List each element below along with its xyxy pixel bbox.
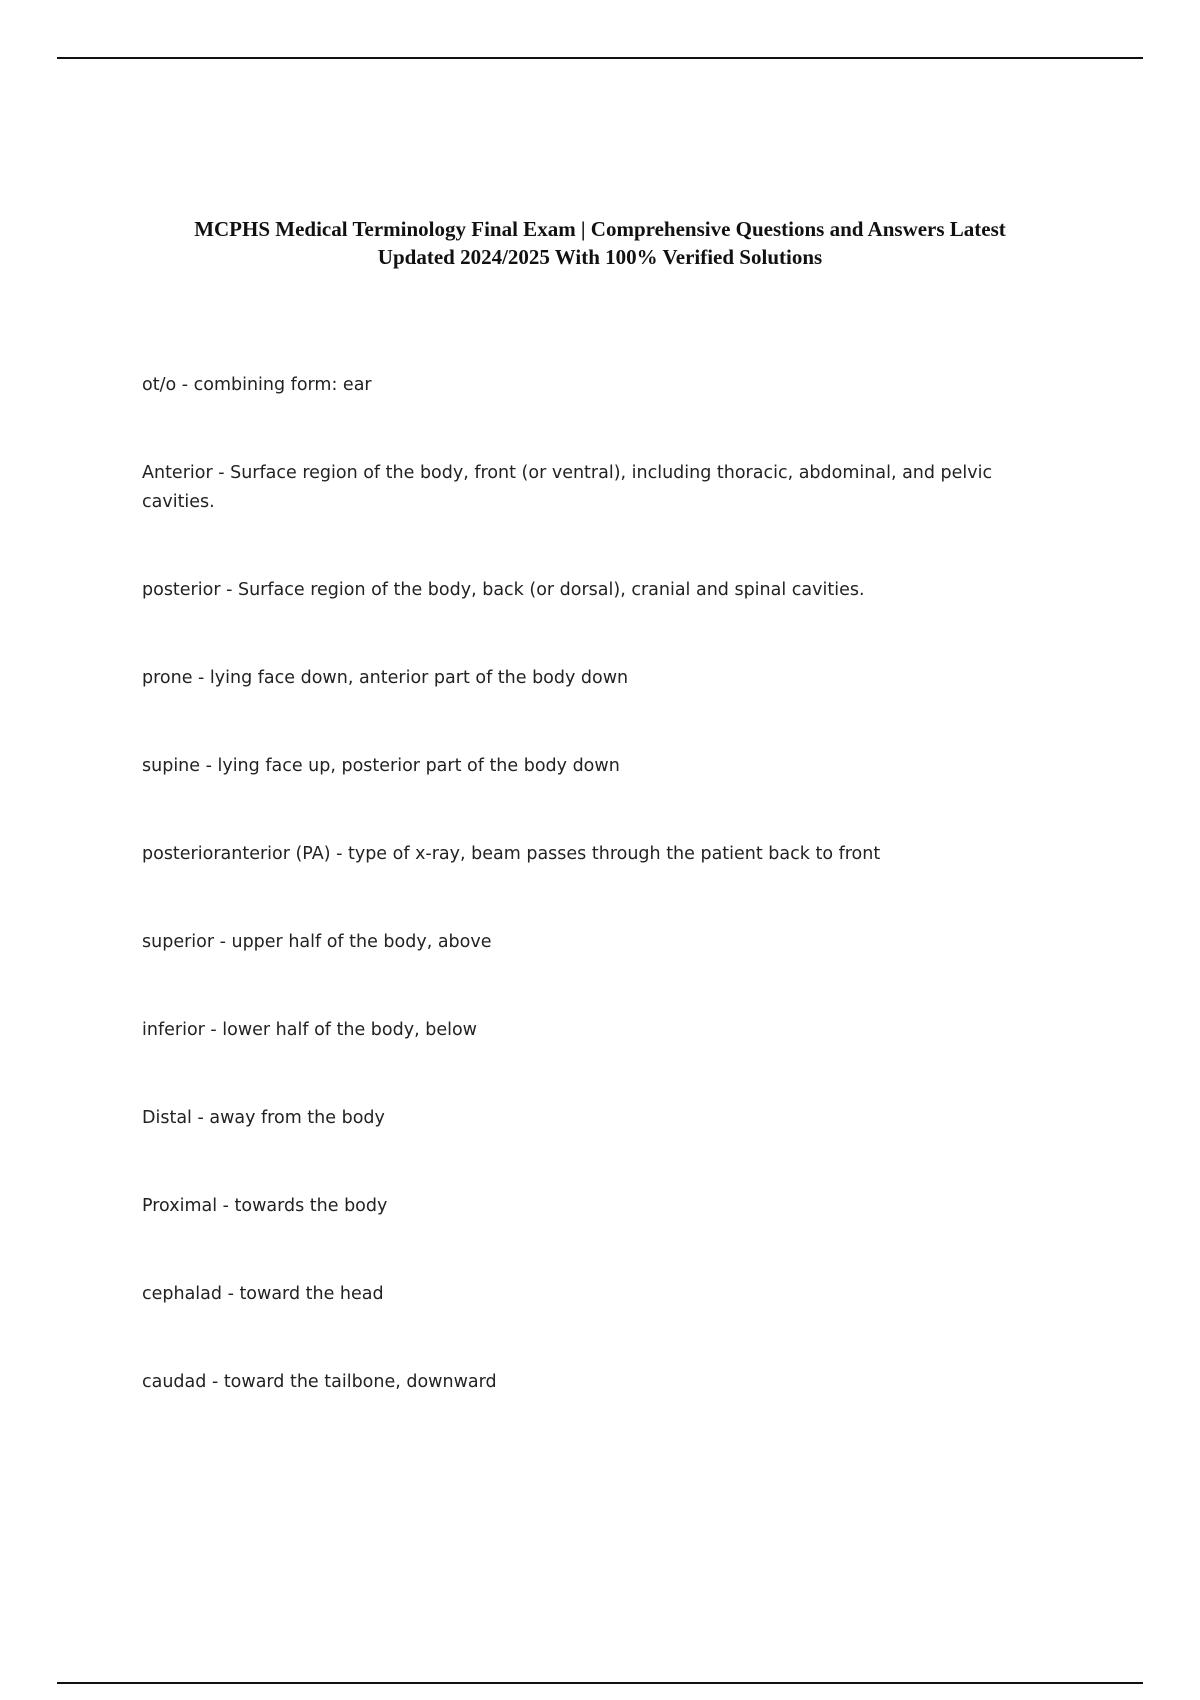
term-entry: supine - lying face up, posterior part of the body down bbox=[142, 756, 620, 776]
term-entry: superior - upper half of the body, above bbox=[142, 932, 492, 952]
term-entry: Proximal - towards the body bbox=[142, 1196, 388, 1216]
term-entry: ot/o - combining form: ear bbox=[142, 375, 372, 395]
term-entry: Distal - away from the body bbox=[142, 1108, 385, 1128]
document-title bbox=[120, 215, 1080, 271]
term-entry: Anterior - Surface region of the body, front (or ventral), including thoracic, abdominal, and pelvic cavities. bbox=[142, 463, 993, 512]
term-list bbox=[142, 371, 1022, 1397]
title-line-1: MCPHS Medical Terminology Final Exam | Comprehensive Questions and Answers Latest bbox=[194, 217, 1006, 241]
term-entry: inferior - lower half of the body, below bbox=[142, 1020, 477, 1040]
term-entry: cephalad - toward the head bbox=[142, 1284, 384, 1304]
header-rule bbox=[57, 57, 1143, 59]
title-line-2: Updated 2024/2025 With 100% Verified Solutions bbox=[377, 245, 823, 269]
term-entry: posterior - Surface region of the body, back (or dorsal), cranial and spinal cavities. bbox=[142, 580, 865, 600]
term-entry: prone - lying face down, anterior part of the body down bbox=[142, 668, 629, 688]
term-entry: posterioranterior (PA) - type of x-ray, beam passes through the patient back to front bbox=[142, 844, 881, 864]
footer-rule bbox=[57, 1682, 1143, 1684]
term-entry: caudad - toward the tailbone, downward bbox=[142, 1372, 497, 1392]
